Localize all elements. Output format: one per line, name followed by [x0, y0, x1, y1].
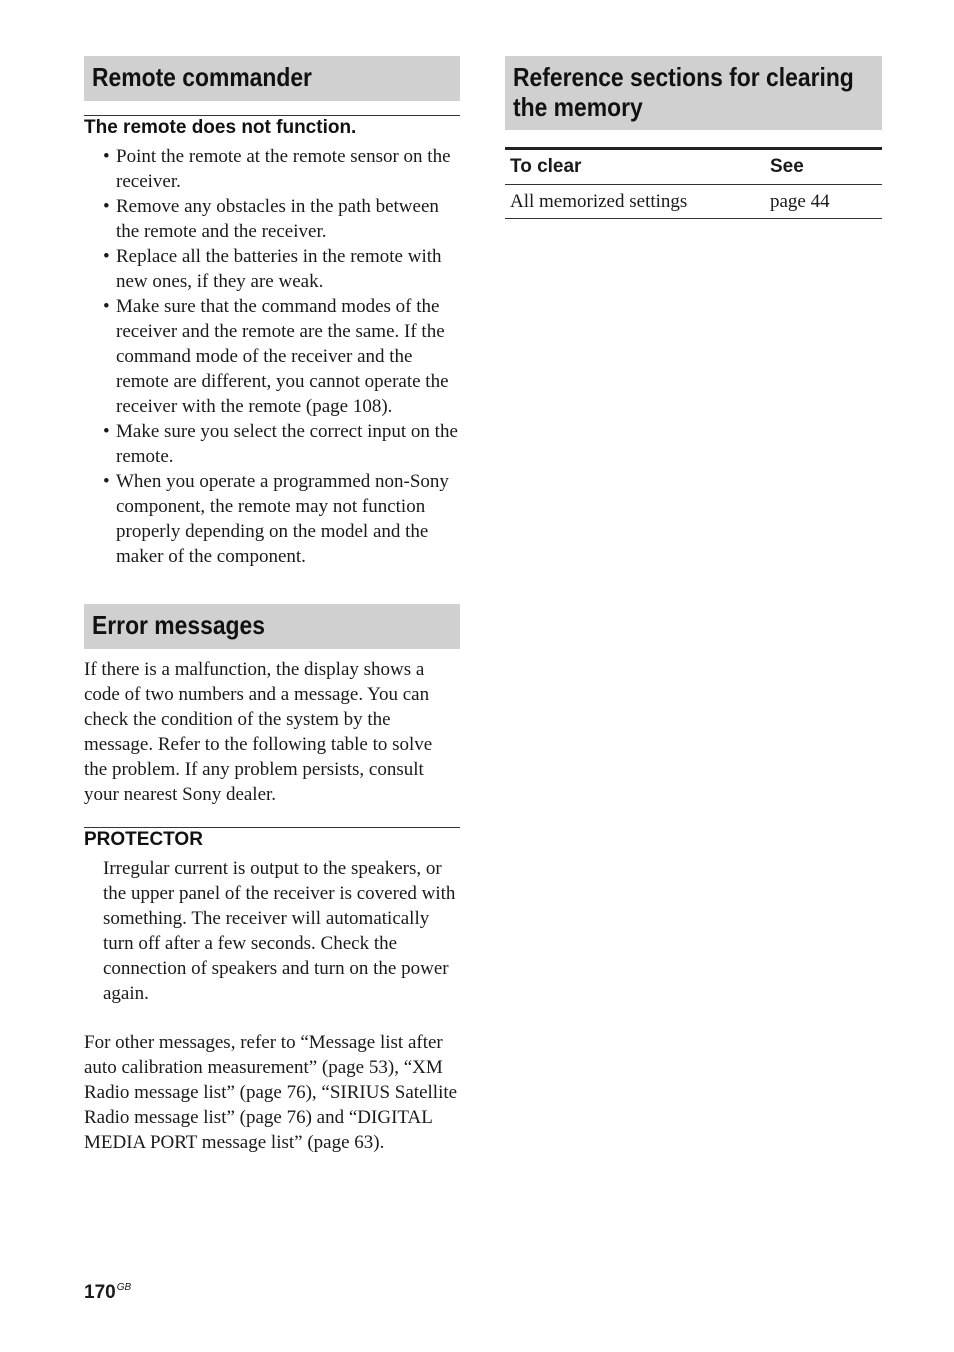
list-item: • Replace all the batteries in the remote with new ones, if they are weak.: [103, 246, 442, 292]
page-region-suffix: GB: [116, 1282, 132, 1293]
remote-issue-title: The remote does not function.: [84, 117, 357, 138]
table-row: [505, 185, 882, 219]
list-item: • Remove any obstacles in the path between the remote and the receiver.: [103, 196, 439, 242]
table-cell: page 44: [765, 185, 882, 219]
protector-description: Irregular current is output to the speakers, or the upper panel of the receiver is covered with something. The receiver will automatically turn off after a few seconds. Check the connection of speakers and turn on the power again.: [103, 858, 456, 1004]
error-messages-intro: If there is a malfunction, the display shows a code of two numbers and a message. You can check the condition of the system by the message. Refer to the following table to solve the problem. If any problem persists, consult your nearest Sony dealer.: [84, 659, 433, 805]
list-item: • Point the remote at the remote sensor on the receiver.: [103, 146, 451, 192]
page-number: $170^{GB}$: [84, 1282, 132, 1303]
table-cell: All memorized settings: [505, 185, 765, 219]
list-item: • Make sure you select the correct input on the remote.: [103, 421, 458, 467]
other-messages-note: For other messages, refer to “Message list after auto calibration measurement” (page 53), “XM Radio message list” (page 76), “SIRIUS Satellite Radio message list” (page 76) and “DIGITAL MEDIA PORT message list” (page 63).: [84, 1032, 458, 1153]
to-clear-column-header: To clear: [505, 149, 765, 185]
error-messages-heading: Error messages: [84, 604, 460, 649]
remote-troubleshooting-list: [103, 144, 460, 569]
list-item: • When you operate a programmed non-Sony component, the remote may not function properly depending on the model and the maker of the component.: [103, 471, 449, 567]
see-column-header: See: [765, 149, 882, 185]
protector-title: PROTECTOR: [84, 829, 203, 850]
list-item: • Make sure that the command modes of the receiver and the remote are the same. If the command mode of the receiver and the remote are different, you cannot operate the receiver with the remote (page 108).: [103, 296, 449, 417]
reference-table: [505, 147, 882, 219]
table-header-row: [505, 149, 882, 185]
remote-commander-heading: Remote commander: [84, 56, 460, 101]
reference-sections-heading: Reference sections for clearing the memory: [505, 56, 882, 130]
